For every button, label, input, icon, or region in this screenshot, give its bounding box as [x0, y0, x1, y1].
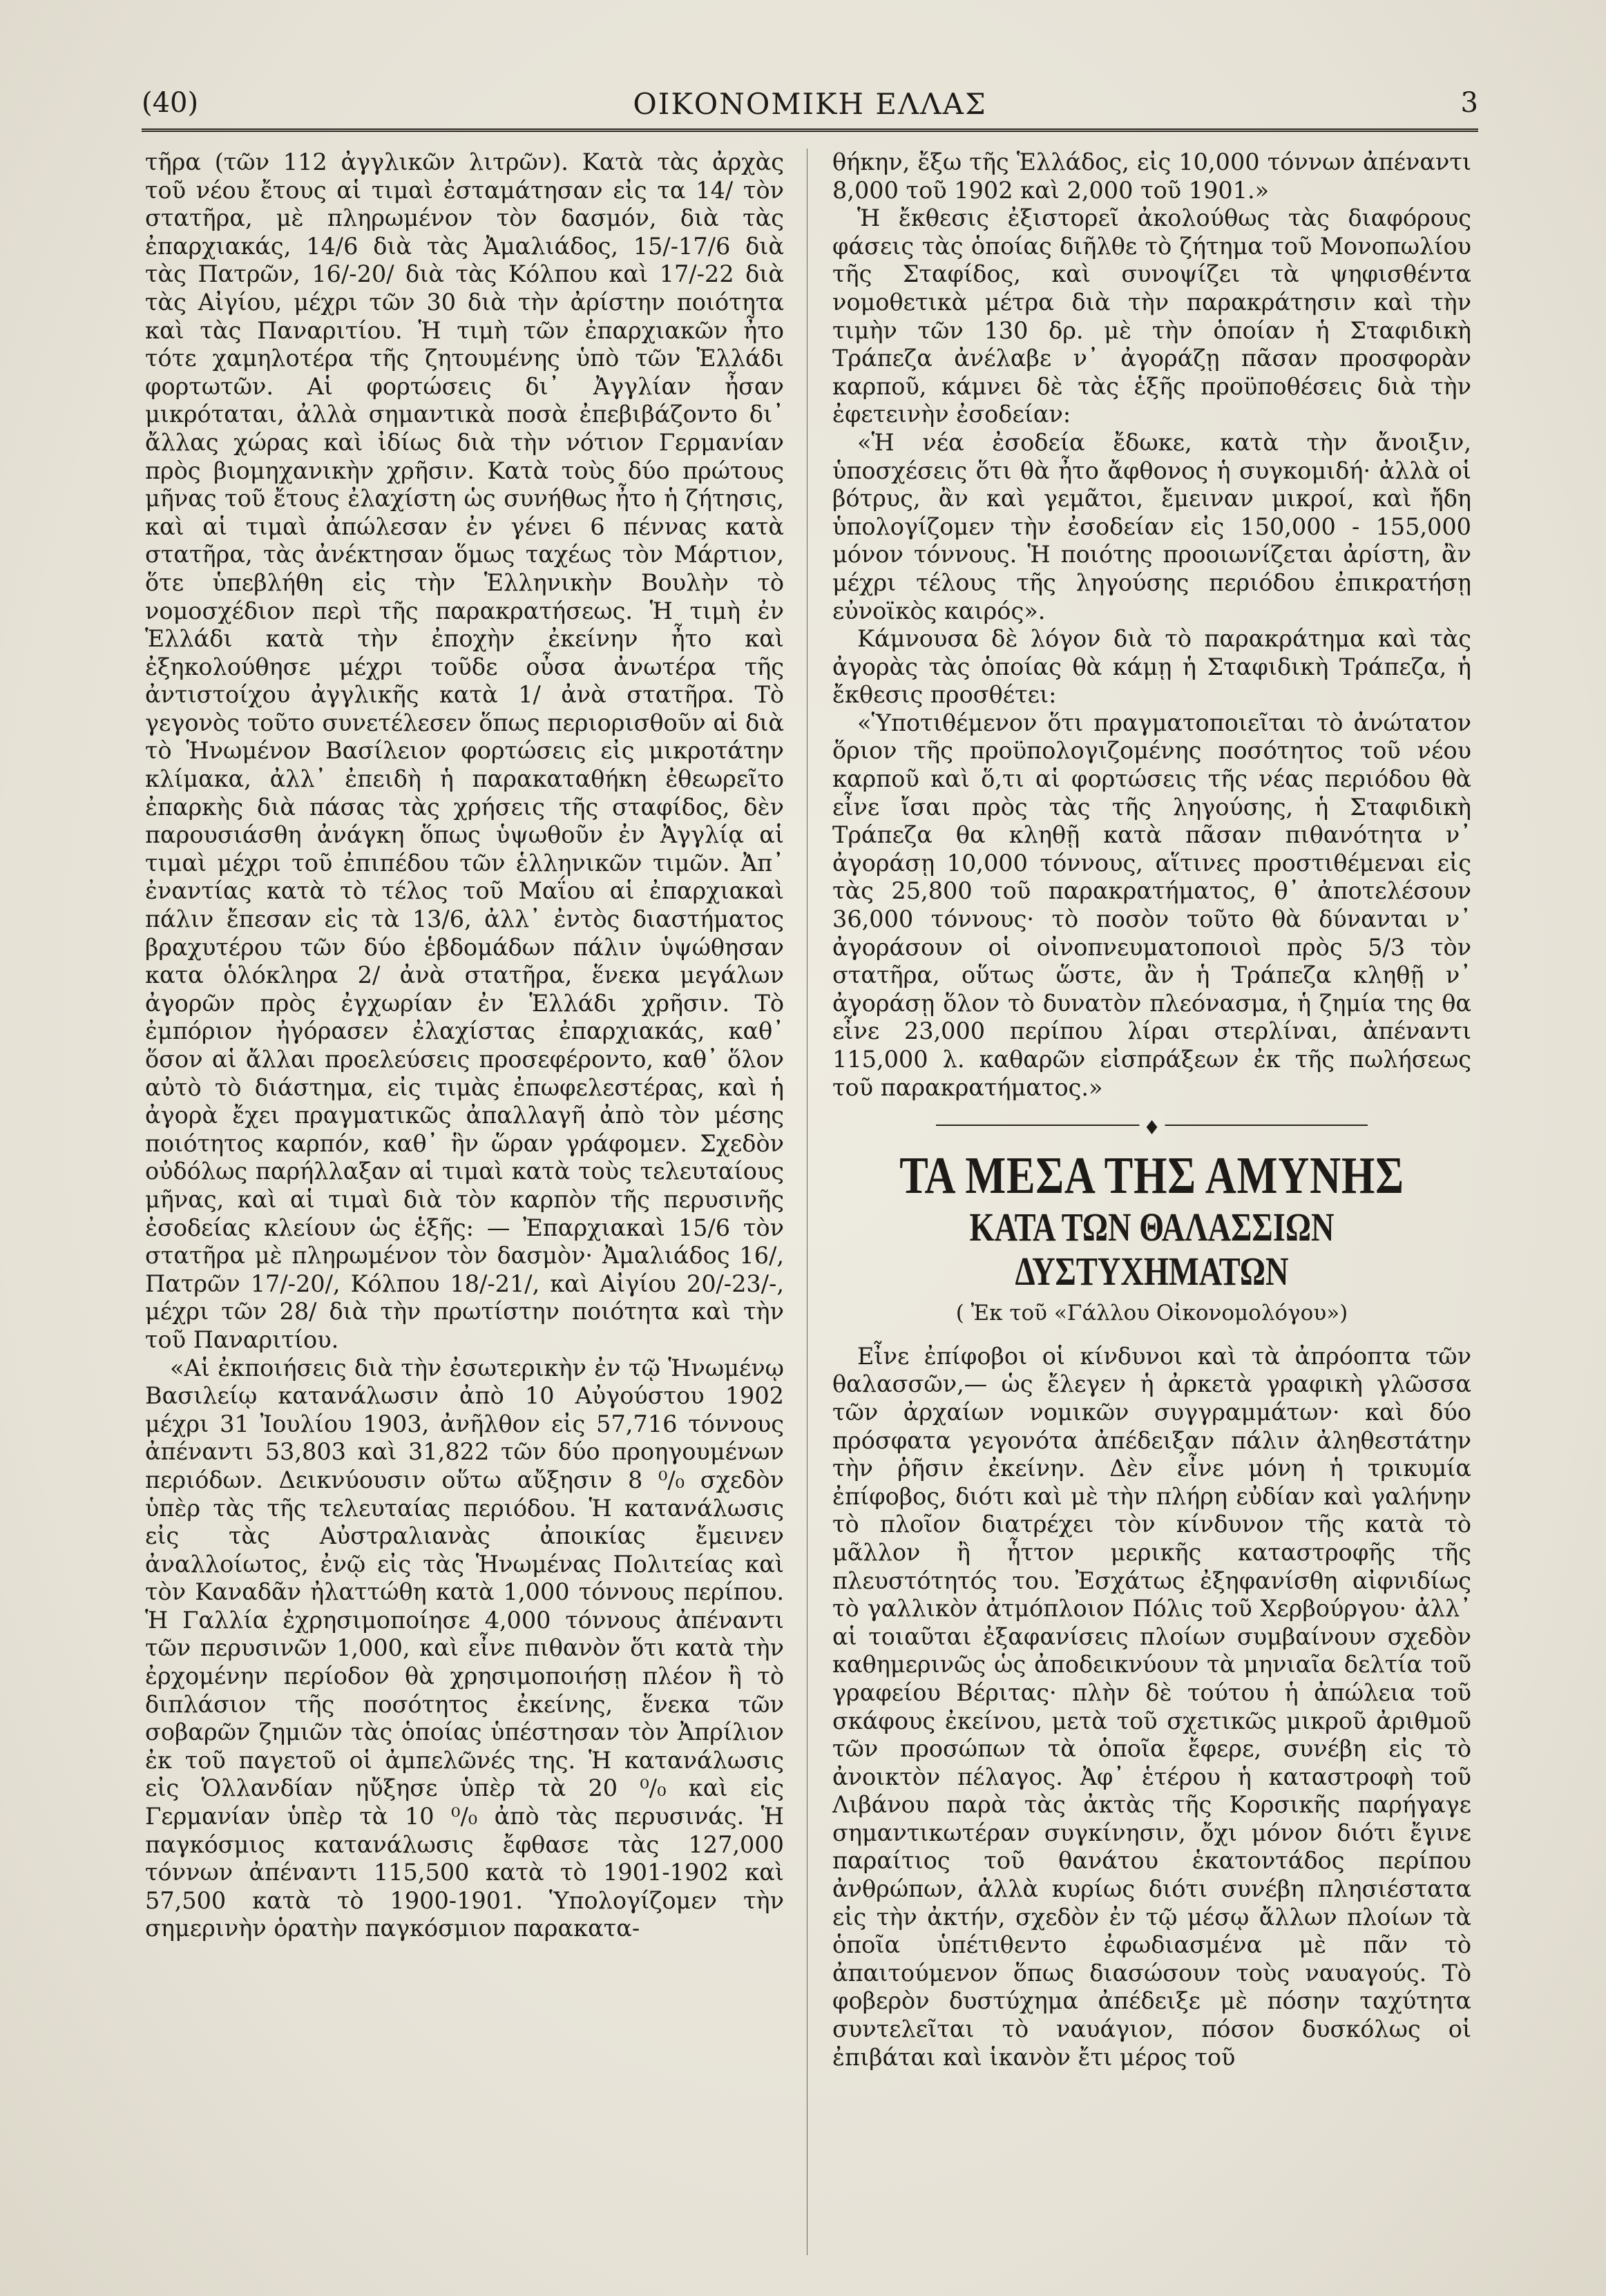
left-paragraph-1: τῆρα (τῶν 112 ἀγγλικῶν λιτρῶν). Κατὰ τὰς ἀρχὰς τοῦ νέου ἔτους αἱ τιμαὶ ἐσταμάτησαν εἰς τα 14/ τὸν στατῆρα, μὲ πληρωμένον τὸν δασμόν, διὰ τὰς ἐπαρχιακάς, 14/6 διὰ τὰς Ἀμαλιάδος, 15/-17/6 διὰ τὰς Πατρῶν, 16/-20/ διὰ τὰς Κόλπου καὶ 17/-22 διὰ τὰς Αἰγίου, μέχρι τῶν 30 διὰ τὴν ἀρίστην ποιότητα καὶ τὰς Παναριτίου. Ἡ τιμὴ τῶν ἐπαρχιακῶν ἦτο τότε χαμηλοτέρα τῆς ζητουμένης ὑπὸ τῶν Ἑλλάδι φορτωτῶν. Αἱ φορτώσεις δι᾿ Ἀγγλίαν ἦσαν μικρόταται, ἀλλὰ σημαντικὰ ποσὰ ἐπεβιβάζοντο δι᾿ ἄλλας χώρας καὶ ἰδίως διὰ τὴν νότιον Γερμανίαν πρὸς βιομηχανικὴν χρῆσιν. Κατὰ τοὺς δύο πρώτους μῆνας τοῦ ἔτους ἐλαχίστη ὡς συνήθως ἦτο ἡ ζήτησις, καὶ αἱ τιμαὶ ἀπώλεσαν ἐν γένει 6 πέννας κατὰ στατῆρα, τὰς ἀνέκτησαν ὅμως ταχέως τὸν Μάρτιον, ὅτε ὑπεβλήθη εἰς τὴν Ἑλληνικὴν Βουλὴν τὸ νομοσχέδιον περὶ τῆς παρακρατήσεως. Ἡ τιμὴ ἐν Ἑλλάδι κατὰ τὴν ἐποχὴν ἐκείνην ἦτο καὶ ἐξηκολούθησε μέχρι τοῦδε οὖσα ἀνωτέρα τῆς ἀντιστοίχου ἀγγλικῆς κατὰ 1/ ἀνὰ στατῆρα. Τὸ γεγονὸς τοῦτο συνετέλεσεν ὅπως περιορισθοῦν αἱ διὰ τὸ Ἡνωμένον Βασίλειον φορτώσεις εἰς μικροτάτην κλίμακα, ἀλλ᾿ ἐπειδὴ ἡ παρακαταθήκη ἐθεωρεῖτο ἐπαρκὴς διὰ πάσας τὰς χρήσεις τῆς σταφίδος, δὲν παρουσιάσθη ἀνάγκη ὅπως ὑψωθοῦν ἐν Ἀγγλίᾳ αἱ τιμαὶ μέχρι τοῦ ἐπιπέδου τῶν ἑλληνικῶν τιμῶν. Ἀπ᾿ ἐναντίας κατὰ τὸ τέλος τοῦ Μαΐου αἱ ἐπαρχιακαὶ πάλιν ἔπεσαν εἰς τὰ 13/6, ἀλλ᾿ ἐντὸς διαστήματος βραχυτέρου τῶν δύο ἑβδομάδων πάλιν ὑψώθησαν κατα ὁλόκληρα 2/ ἀνὰ στατῆρα, ἕνεκα μεγάλων ἀγορῶν πρὸς ἐγχωρίαν ἐν Ἑλλάδι χρῆσιν. Τὸ ἐμπόριον ἠγόρασεν ἐλαχίστας ἐπαρχιακάς, καθ᾿ ὅσον αἱ ἄλλαι προελεύσεις προσεφέροντο, καθ᾿ ὅλον αὐτὸ τὸ διάστημα, εἰς τιμὰς ἐπωφελεστέρας, καὶ ἡ ἀγορὰ ἔχει πραγματικῶς ἀπαλλαγῆ ἀπὸ τὸν μέσης ποιότητος καρπόν, καθ᾿ ἣν ὥραν γράφομεν. Σχεδὸν οὐδόλως παρήλλαξαν αἱ τιμαὶ κατὰ τοὺς τελευταίους μῆνας, καὶ αἱ τιμαὶ διὰ τὸν καρπὸν τῆς περυσινῆς ἐσοδείας κλείουν ὡς ἑξῆς: — Ἐπαρχιακαὶ 15/6 τὸν στατῆρα μὲ πληρωμένον τὸν δασμὸν· Ἀμαλιάδος 16/, Πατρῶν 17/-20/, Κόλπου 18/-21/, καὶ Αἰγίου 20/-23/-, μέχρι τῶν 28/ διὰ τὴν πρωτίστην ποιότητα καὶ τὴν τοῦ Παναριτίου.: [145, 149, 784, 1353]
right-paragraph-4: Κάμνουσα δὲ λόγον διὰ τὸ παρακράτημα καὶ τὰς ἀγορὰς τὰς ὁποίας θὰ κάμῃ ἡ Σταφιδικὴ Τράπεζα, ἡ ἔκθεσις προσθέτει:: [832, 625, 1471, 709]
page-number-right: 3: [1460, 87, 1478, 119]
right-paragraph-1: θήκην, ἔξω τῆς Ἑλλάδος, εἰς 10,000 τόννων ἀπέναντι 8,000 τοῦ 1902 καὶ 2,000 τοῦ 1901.»: [832, 149, 1471, 204]
section-ornament-rule: [832, 1111, 1471, 1139]
right-column: [832, 149, 1471, 2072]
right-paragraph-3: «Ἡ νέα ἐσοδεία ἔδωκε, κατὰ τὴν ἄνοιξιν, ὑποσχέσεις ὅτι θὰ ἦτο ἄφθονος ἡ συγκομιδή· ἀλλὰ οἱ βότρυς, ἂν καὶ γεμᾶτοι, ἔμειναν μικροί, καὶ ἤδη ὑπολογίζομεν τὴν ἐσοδείαν εἰς 150,000 - 155,000 μόνον τόννους. Ἡ ποιότης προοιωνίζεται ἀρίστη, ἂν μέχρι τέλους τῆς ληγούσης περιόδου ἐπικρατήσῃ εὐνοϊκὸς καιρός».: [832, 428, 1471, 624]
article-title: ΤΑ ΜΕΣΑ ΤΗΣ ΑΜΥΝΗΣ: [899, 1147, 1404, 1205]
right-paragraph-2: Ἡ ἔκθεσις ἐξιστορεῖ ἀκολούθως τὰς διαφόρους φάσεις τὰς ὁποίας διῆλθε τὸ ζήτημα τοῦ Μονοπωλίου τῆς Σταφίδος, καὶ συνοψίζει τὰ ψηφισθέντα νομοθετικὰ μέτρα διὰ τὴν παρακράτησιν καὶ τὴν τιμὴν τῶν 130 δρ. μὲ τὴν ὁποίαν ἡ Σταφιδικὴ Τράπεζα ἀνέλαβε ν᾿ ἀγοράζῃ πᾶσαν προσφορὰν καρποῦ, κάμνει δὲ τὰς ἑξῆς προϋποθέσεις διὰ τὴν ἐφετεινὴν ἐσοδείαν:: [832, 204, 1471, 428]
page-number-left: (40): [142, 87, 199, 119]
article-subtitle: ΚΑΤΑ ΤΩΝ ΘΑΛΑΣΣΙΩΝ ΔΥΣΤΥΧΗΜΑΤΩΝ: [969, 1205, 1335, 1294]
diamond-ornament-icon: ♦: [1139, 1114, 1165, 1142]
article-paragraph-1: Εἶνε ἐπίφοβοι οἱ κίνδυνοι καὶ τὰ ἀπρόοπτα τῶν θαλασσῶν,— ὡς ἔλεγεν ἡ ἀρκετὰ γραφικὴ γλῶσσα τῶν ἀρχαίων νομικῶν συγγραμμάτων· καὶ δύο πρόσφατα γεγονότα ἀπέδειξαν πάλιν ἀληθεστάτην τὴν ῥῆσιν ἐκείνην. Δὲν εἶνε μόνη ἡ τρικυμία ἐπίφοβος, διότι καὶ μὲ τὴν πλήρη εὐδίαν καὶ γαλήνην τὸ πλοῖον διατρέχει τὸν κίνδυνον τῆς κατὰ τὸ μᾶλλον ἢ ἧττον μερικῆς καταστροφῆς τῆς πλευστότητός του. Ἐσχάτως ἐξηφανίσθη αἰφνιδίως τὸ γαλλικὸν ἀτμόπλοιον Πόλις τοῦ Χερβούργου· ἀλλ᾿ αἱ τοιαῦται ἐξαφανίσεις πλοίων συμβαίνουν σχεδὸν καθημερινῶς ὡς ἀποδεικνύουν τὰ μηνιαῖα δελτία τοῦ γραφείου Βέριτας· πλὴν δὲ τούτου ἡ ἀπώλεια τοῦ σκάφους ἐκείνου, μετὰ τοῦ σχετικῶς μικροῦ ἀριθμοῦ τῶν προσώπων τὰ ὁποῖα ἔφερε, συνέβη εἰς τὸ ἀνοικτὸν πέλαγος. Ἀφ᾿ ἑτέρου ἡ καταστροφὴ τοῦ Λιβάνου παρὰ τὰς ἀκτὰς τῆς Κορσικῆς παρήγαγε σημαντικωτέραν συγκίνησιν, ὄχι μόνον διότι ἔγινε παραίτιος τοῦ θανάτου ἑκατοντάδος περίπου ἀνθρώπων, ἀλλὰ κυρίως διότι συνέβη πλησιέστατα εἰς τὴν ἀκτήν, σχεδὸν ἐν τῷ μέσῳ ἄλλων πλοίων τὰ ὁποῖα ὑπέτιθεντο ἐφωδιασμένα μὲ πᾶν τὸ ἀπαιτούμενον ὅπως διασώσουν τοὺς ναυαγούς. Τὸ φοβερὸν δυστύχημα ἀπέδειξε μὲ πόσην ταχύτητα συντελεῖται τὸ ναυάγιον, πόσον δυσκόλως οἱ ἐπιβάται καὶ ἱκανὸν ἔτι μέρος τοῦ: [832, 1342, 1471, 2071]
header-rule: [142, 128, 1478, 132]
publication-title: ΟΙΚΟΝΟΜΙΚΗ ΕΛΛΑΣ: [633, 87, 987, 121]
right-paragraph-5: «Ὑποτιθέμενον ὅτι πραγματοποιεῖται τὸ ἀνώτατον ὅριον τῆς προϋπολογιζομένης ποσότητος τοῦ νέου καρποῦ καὶ ὅ,τι αἱ φορτώσεις τῆς νέας περιόδου θὰ εἶνε ἴσαι πρὸς τὰς τῆς ληγούσης, ἡ Σταφιδικὴ Τράπεζα θα κληθῇ κατὰ πᾶσαν πιθανότητα ν᾿ ἀγοράσῃ 10,000 τόννους, αἵτινες προστιθέμεναι εἰς τὰς 25,800 τοῦ παρακρατήματος, θ᾿ ἀποτελέσουν 36,000 τόννους· τὸ ποσὸν τοῦτο θὰ δύνανται ν᾿ ἀγοράσουν οἱ οἰνοπνευματοποιοὶ πρὸς 5/3 τὸν στατῆρα, οὕτως ὥστε, ἂν ἡ Τράπεζα κληθῇ ν᾿ ἀγοράσῃ ὅλον τὸ δυνατὸν πλεόνασμα, ἡ ζημία της θα εἶνε 23,000 περίπου λίραι στερλίναι, ἀπέναντι 115,000 λ. καθαρῶν εἰσπράξεων ἐκ τῆς πωλήσεως τοῦ παρακρατήματος.»: [832, 709, 1471, 1101]
left-paragraph-2: «Αἱ ἐκποιήσεις διὰ τὴν ἐσωτερικὴν ἐν τῷ Ἡνωμένῳ Βασιλείῳ κατανάλωσιν ἀπὸ 10 Αὐγούστου 1902 μέχρι 31 Ἰουλίου 1903, ἀνῆλθον εἰς 57,716 τόννους ἀπέναντι 53,803 καὶ 31,822 τῶν δύο προηγουμένων περιόδων. Δεικνύουσιν οὕτω αὔξησιν 8 ⁰/₀ σχεδὸν ὑπὲρ τὰς τῆς τελευταίας περιόδου. Ἡ κατανάλωσις εἰς τὰς Αὐστραλιανὰς ἀποικίας ἔμεινεν ἀναλλοίωτος, ἐνῷ εἰς τὰς Ἡνωμένας Πολιτείας καὶ τὸν Καναδᾶν ἠλαττώθη κατὰ 1,000 τόννους περίπου. Ἡ Γαλλία ἐχρησιμοποίησε 4,000 τόννους ἀπέναντι τῶν περυσινῶν 1,000, καὶ εἶνε πιθανὸν ὅτι κατὰ τὴν ἐρχομένην περίοδον θὰ χρησιμοποιήσῃ πλέον ἢ τὸ διπλάσιον τῆς ποσότητος ἐκείνης, ἕνεκα τῶν σοβαρῶν ζημιῶν τὰς ὁποίας ὑπέστησαν τὸν Ἀπρίλιον ἐκ τοῦ παγετοῦ οἱ ἀμπελῶνές της. Ἡ κατανάλωσις εἰς Ὁλλανδίαν ηὔξησε ὑπὲρ τὰ 20 ⁰/₀ καὶ εἰς Γερμανίαν ὑπὲρ τὰ 10 ⁰/₀ ἀπὸ τὰς περυσινάς. Ἡ παγκόσμιος κατανάλωσις ἔφθασε τὰς 127,000 τόννων ἀπέναντι 115,500 κατὰ τὸ 1901-1902 καὶ 57,500 κατὰ τὸ 1900-1901. Ὑπολογίζομεν τὴν σημερινὴν ὁρατὴν παγκόσμιον παρακατα-: [145, 1354, 784, 1942]
page-header: [142, 82, 1478, 130]
article-source: ( Ἐκ τοῦ «Γάλλου Οἰκονομολόγου»): [955, 1301, 1348, 1326]
left-column: [145, 149, 784, 1943]
